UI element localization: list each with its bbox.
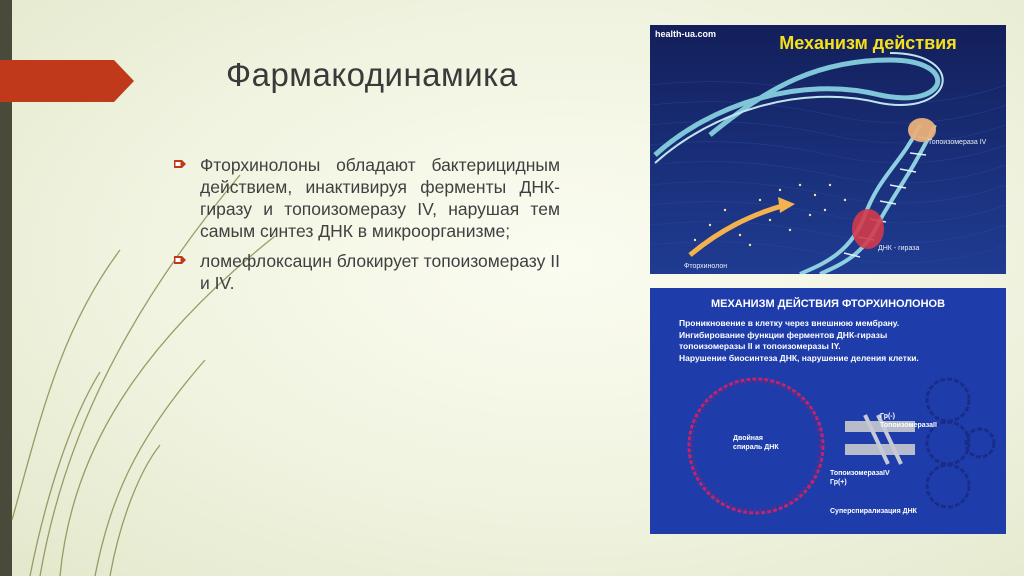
source-site-label: health-ua.com <box>655 29 717 39</box>
bullet-text: Фторхинолоны обладают бактерицидным действием, инактивируя ферменты ДНК-гиразу и топоизомеразу IV, нарушая тем самым синтез ДНК в микроорганизме; <box>200 155 560 241</box>
description-line: топоизомеразы II и топоизомеразы IY. <box>679 341 841 351</box>
diagram-description <box>679 318 989 364</box>
illustration-title: Механизм действия <box>779 33 957 53</box>
supercoil-label: Суперспирализация ДНК <box>830 508 917 515</box>
description-line: Ингибирование функции ферментов ДНК-гиразы <box>679 329 888 340</box>
topoisomerase-iv-text: ТопоизомеразаIV <box>830 470 890 477</box>
slide-title: Фармакодинамика <box>226 56 518 93</box>
arrow-bullet-icon <box>174 255 186 265</box>
description-line: Проникновение в клетку через внешнюю мембрану. <box>679 318 900 328</box>
topoisomerase-label: Топоизомераза IV <box>928 139 987 146</box>
fluoroquinolone-label: Фторхинолон <box>684 263 728 270</box>
double-helix-label-line: Двойная <box>733 435 763 442</box>
dna-illustration <box>650 25 1006 274</box>
title-accent-arrow <box>0 60 134 102</box>
description-line: Нарушение биосинтеза ДНК, нарушение деления клетки. <box>679 352 919 363</box>
gram-negative-text: Гр(-) <box>880 413 895 420</box>
gram-positive-label <box>830 469 890 487</box>
gram-negative-label <box>880 412 937 430</box>
mechanism-diagram <box>650 288 1006 534</box>
bullet-list <box>174 154 560 302</box>
gram-positive-text: Гр(+) <box>830 479 847 486</box>
double-helix-label <box>733 434 779 452</box>
arrow-bullet-icon <box>174 159 186 169</box>
mechanism-illustration <box>650 25 1006 274</box>
topoisomerase-ii-text: ТопоизомеразаII <box>880 422 937 429</box>
double-helix-label-line: спираль ДНК <box>733 444 779 451</box>
diagram-title: МЕХАНИЗМ ДЕЙСТВИЯ ФТОРХИНОЛОНОВ <box>710 298 946 310</box>
bullet-text: ломефлоксацин блокирует топоизомеразу II и IV. <box>200 251 560 293</box>
bullet-item <box>174 154 560 242</box>
gyrase-label: ДНК - гираза <box>878 245 920 252</box>
bullet-item <box>174 250 560 294</box>
